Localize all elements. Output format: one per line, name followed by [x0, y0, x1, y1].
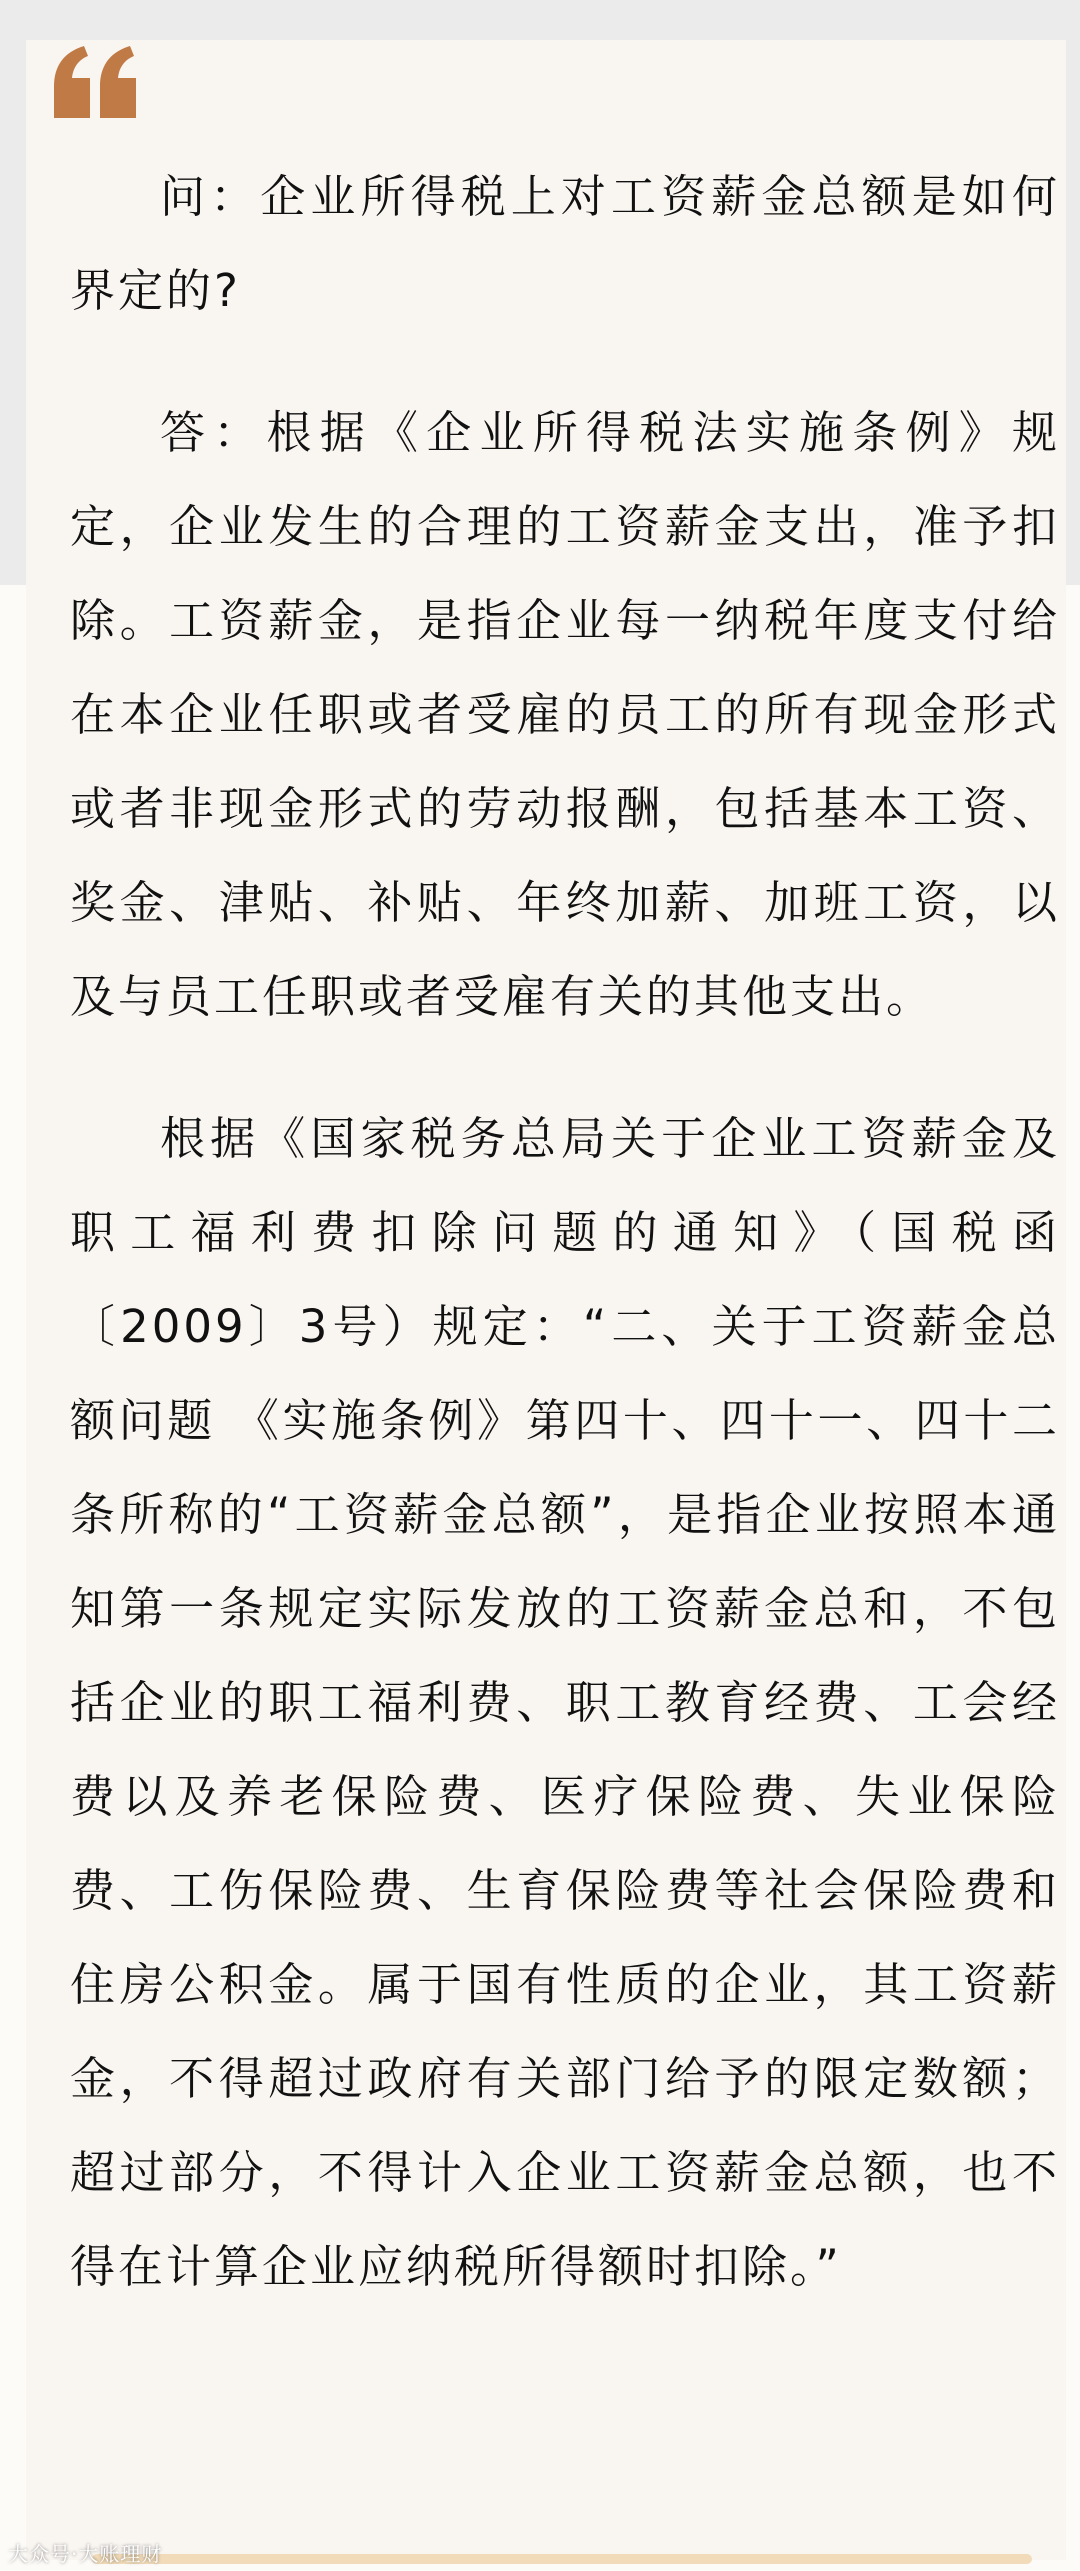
quote-icon — [50, 42, 140, 122]
answer-paragraph-2: 根据《国家税务总局关于企业工资薪金及职工福利费扣除问题的通知》（国税函〔2009〕3号）规定：“二、关于工资薪金总额问题 《实施条例》第四十、四十一、四十二条所称的“工资薪金总额”，是指企业按照本通知第一条规定实际发放的工资薪金总和，不包括企业的职工福利费、职工教育经费、工会经费以及养老保险费、医疗保险费、失业保险费、工伤保险费、生育保险费等社会保险费和住房公积金。属于国有性质的企业，其工资薪金，不得超过政府有关部门给予的限定数额；超过部分，不得计入企业工资薪金总额，也不得在计算企业应纳税所得额时扣除。” — [70, 1112, 1060, 2293]
question-paragraph: 问：企业所得税上对工资薪金总额是如何界定的? — [70, 170, 1060, 317]
bottom-accent-bar — [92, 2554, 1032, 2564]
article-card — [26, 40, 1066, 2560]
article-body — [70, 150, 1060, 2314]
answer-paragraph-1: 答：根据《企业所得税法实施条例》规定，企业发生的合理的工资薪金支出，准予扣除。工资薪金，是指企业每一纳税年度支付给在本企业任职或者受雇的员工的所有现金形式或者非现金形式的劳动报酬，包括基本工资、奖金、津贴、补贴、年终加薪、加班工资，以及与员工任职或者受雇有关的其他支出。 — [70, 406, 1060, 1023]
watermark: 大众号·大账理财 — [8, 2542, 163, 2566]
